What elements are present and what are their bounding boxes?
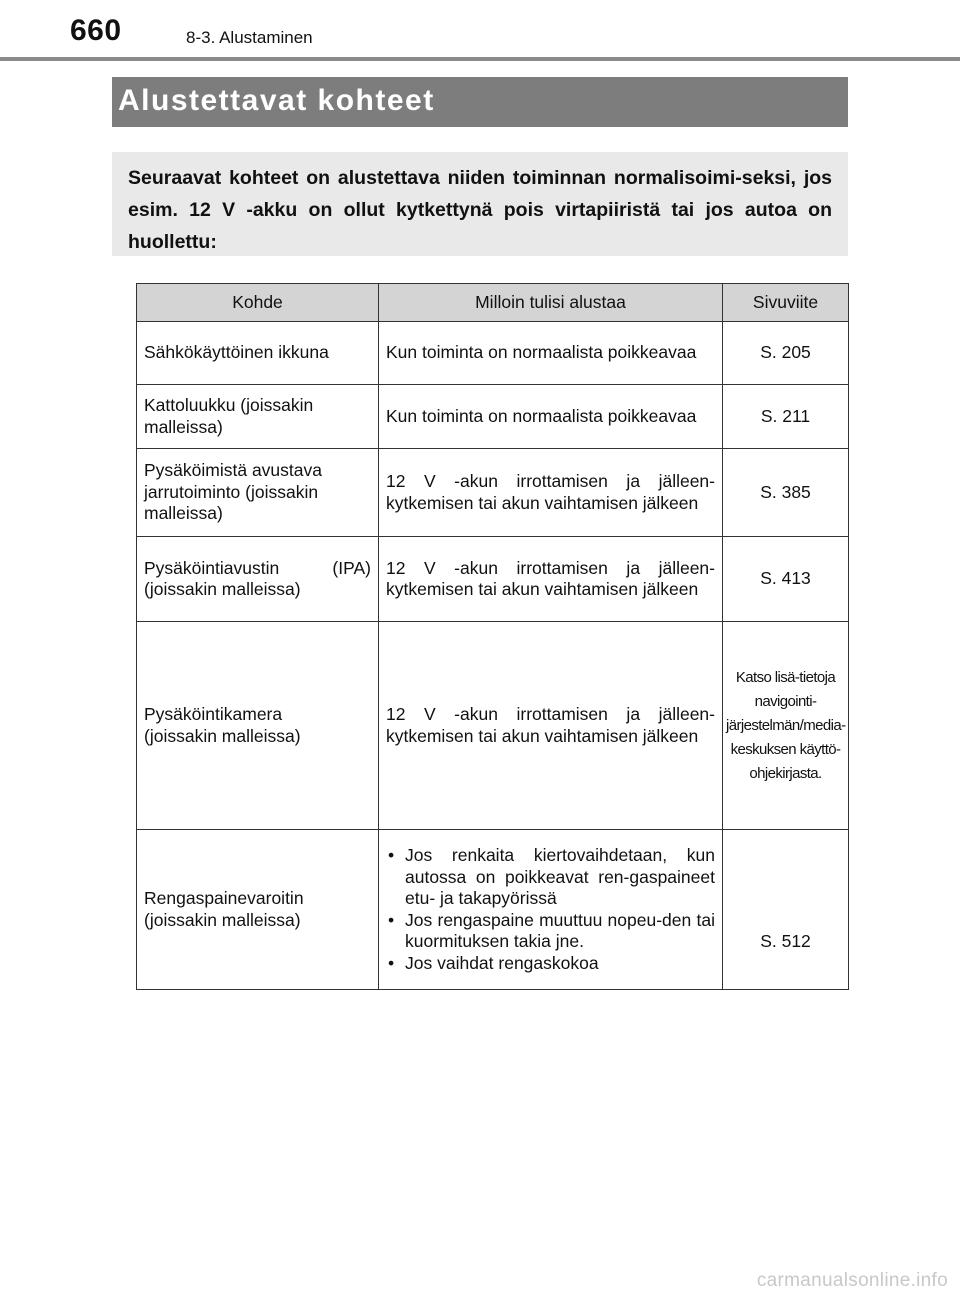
page-ref-cell: S. 512 (723, 830, 849, 990)
header-divider (0, 57, 960, 61)
table-header-row (137, 284, 849, 322)
when-cell: Kun toiminta on normaalista poikkeavaa (379, 385, 723, 449)
list-item: • Jos rengaspaine muuttuu nopeu-den tai kuormituksen takia jne. (386, 910, 715, 953)
table-row (137, 622, 849, 830)
page-ref-note: Katso lisä-tietoja navigointi-järjestelmän/media-keskuksen käyttö-ohjekirjasta. (726, 668, 846, 782)
table-row (137, 537, 849, 622)
page-ref-cell: S. 211 (723, 385, 849, 449)
table-row (137, 322, 849, 385)
table-row (137, 449, 849, 537)
column-header-page: Sivuviite (723, 284, 849, 322)
page-ref-cell (723, 622, 849, 830)
when-cell: Kun toiminta on normaalista poikkeavaa (379, 322, 723, 385)
column-header-when: Milloin tulisi alustaa (379, 284, 723, 322)
item-cell: Pysäköintiavustin (IPA) (joissakin malleissa) (137, 537, 379, 622)
table-row (137, 385, 849, 449)
page-ref-cell: S. 385 (723, 449, 849, 537)
item-cell: Kattoluukku (joissakin malleissa) (137, 385, 379, 449)
section-title: Alustettavat kohteet (118, 84, 435, 117)
reset-items-table (136, 283, 849, 990)
intro-box (112, 152, 848, 256)
page-number: 660 (70, 14, 122, 47)
item-cell: Pysäköintikamera (joissakin malleissa) (137, 622, 379, 830)
when-cell: 12 V -akun irrottamisen ja jälleen-kytkemisen tai akun vaihtamisen jälkeen (379, 622, 723, 830)
page-ref-cell: S. 413 (723, 537, 849, 622)
chapter-breadcrumb: 8-3. Alustaminen (186, 28, 313, 47)
table-row (137, 830, 849, 990)
when-cell: 12 V -akun irrottamisen ja jälleen-kytkemisen tai akun vaihtamisen jälkeen (379, 449, 723, 537)
when-cell (379, 830, 723, 990)
watermark: carmanualsonline.info (756, 1270, 948, 1291)
intro-text: Seuraavat kohteet on alustettava niiden toiminnan normalisoimi-seksi, jos esim. 12 V -akku on ollut kytkettynä pois virtapiiristä tai jos autoa on huollettu: (128, 167, 832, 253)
when-cell: 12 V -akun irrottamisen ja jälleen-kytkemisen tai akun vaihtamisen jälkeen (379, 537, 723, 622)
item-cell: Sähkökäyttöinen ikkuna (137, 322, 379, 385)
page-ref-cell: S. 205 (723, 322, 849, 385)
item-cell: Pysäköimistä avustava jarrutoiminto (joissakin malleissa) (137, 449, 379, 537)
list-item: • Jos vaihdat rengaskokoa (386, 953, 715, 975)
column-header-item: Kohde (137, 284, 379, 322)
item-cell: Rengaspainevaroitin (joissakin malleissa) (137, 830, 379, 990)
section-title-bar (112, 77, 848, 127)
condition-list (386, 845, 715, 974)
list-item: • Jos renkaita kiertovaihdetaan, kun autossa on poikkeavat ren-gaspaineet etu- ja takapyörissä (386, 845, 715, 910)
